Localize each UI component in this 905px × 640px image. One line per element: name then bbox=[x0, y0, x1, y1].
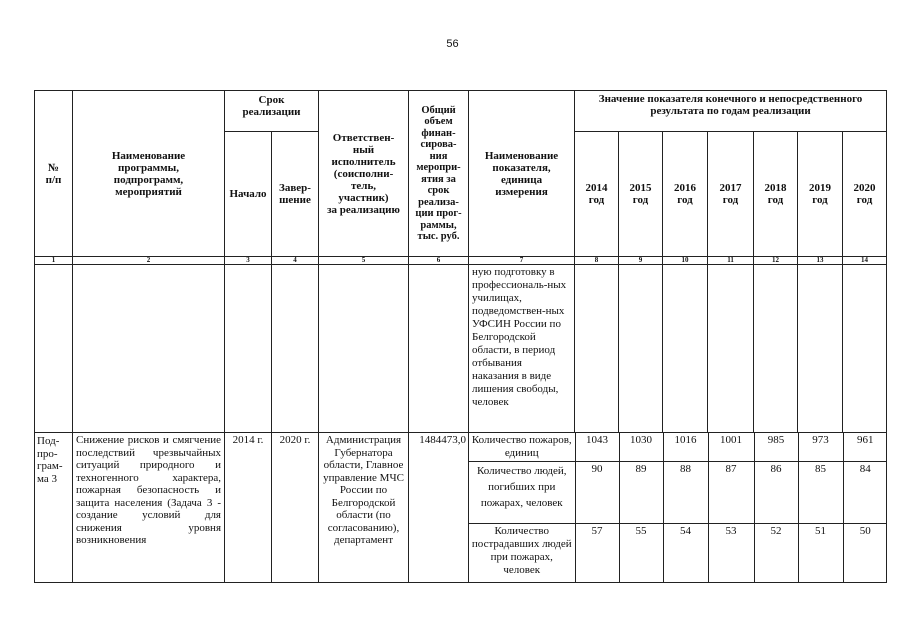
header-term: Срок реализации bbox=[225, 91, 319, 132]
header-indicator: Наименование показателя, единица измерения bbox=[469, 91, 575, 257]
empty-cell bbox=[272, 265, 319, 433]
empty-cell bbox=[754, 265, 798, 433]
indicator-value: 1001 bbox=[708, 433, 754, 462]
col-number: 8 bbox=[575, 257, 619, 265]
empty-cell bbox=[619, 265, 663, 433]
col-number: 1 bbox=[35, 257, 73, 265]
indicators-block bbox=[469, 433, 887, 583]
indicator-value: 57 bbox=[575, 524, 619, 582]
empty-cell bbox=[409, 265, 469, 433]
header-values-group: Значение показателя конечного и непосредственного результата по годам реализации bbox=[575, 91, 887, 132]
col-number: 11 bbox=[708, 257, 754, 265]
indicator-row bbox=[469, 524, 887, 582]
indicator-name: Количество людей, погибших при пожарах, человек bbox=[469, 462, 575, 524]
indicator-value: 55 bbox=[619, 524, 663, 582]
indicator-value: 90 bbox=[575, 462, 619, 524]
empty-cell bbox=[73, 265, 225, 433]
col-number: 6 bbox=[409, 257, 469, 265]
header-year-2016: 2016 год bbox=[663, 132, 708, 257]
indicator-value: 961 bbox=[843, 433, 887, 462]
col-number: 4 bbox=[272, 257, 319, 265]
subprogram-name: Снижение рисков и смягчение последствий чрезвычайных ситуаций природного и техногенного характера, пожарная безопасность и защита населения (Задача 3 - создание условий для снижения уровня возникновения bbox=[73, 433, 225, 583]
col-number: 7 bbox=[469, 257, 575, 265]
empty-cell bbox=[35, 265, 73, 433]
header-year-2020: 2020 год bbox=[843, 132, 887, 257]
col-number: 2 bbox=[73, 257, 225, 265]
column-number-row bbox=[35, 257, 887, 265]
indicator-value: 1030 bbox=[619, 433, 663, 462]
header-year-2017: 2017 год bbox=[708, 132, 754, 257]
page-number: 56 bbox=[446, 38, 459, 50]
header-year-2014: 2014 год bbox=[575, 132, 619, 257]
header-program-name: Наименование программы, подпрограмм, мероприятий bbox=[73, 91, 225, 257]
header-end: Завер- шение bbox=[272, 132, 319, 257]
header-start: Начало bbox=[225, 132, 272, 257]
empty-cell bbox=[708, 265, 754, 433]
col-number: 9 bbox=[619, 257, 663, 265]
indicator-value: 86 bbox=[754, 462, 798, 524]
col-number: 13 bbox=[798, 257, 843, 265]
subprogram-number: Под- про- грам- ма 3 bbox=[35, 433, 73, 583]
header-year-2015: 2015 год bbox=[619, 132, 663, 257]
subprogram-responsible: Администрация Губернатора области, Главное управление МЧС России по Белгородской области (по согласованию), департамент bbox=[319, 433, 409, 583]
indicator-value: 52 bbox=[754, 524, 798, 582]
col-number: 12 bbox=[754, 257, 798, 265]
header-budget: Общий объем финан- сирова- ния меропри- ятия за срок реализа- ции прог- раммы, тыс. руб. bbox=[409, 91, 469, 257]
program-table bbox=[34, 90, 887, 583]
header-row-1 bbox=[35, 91, 887, 132]
indicator-value: 1016 bbox=[663, 433, 708, 462]
indicator-value: 53 bbox=[708, 524, 754, 582]
empty-cell bbox=[575, 265, 619, 433]
indicator-value: 88 bbox=[663, 462, 708, 524]
indicator-value: 985 bbox=[754, 433, 798, 462]
indicator-name: Количество пожаров, единиц bbox=[469, 433, 575, 462]
indicator-value: 84 bbox=[843, 462, 887, 524]
subprogram-start: 2014 г. bbox=[225, 433, 272, 583]
col-number: 10 bbox=[663, 257, 708, 265]
indicator-name: Количество пострадавших людей при пожарах, человек bbox=[469, 524, 575, 582]
col-number: 14 bbox=[843, 257, 887, 265]
continued-indicator-text: ную подготовку в профессиональ-ных училищах, подведомствен-ных УФСИН России по Белгородской области, в период отбывания наказания в виде лишения свободы, человек bbox=[469, 265, 575, 433]
indicator-value: 1043 bbox=[575, 433, 619, 462]
indicator-value: 85 bbox=[798, 462, 843, 524]
indicator-value: 51 bbox=[798, 524, 843, 582]
continued-row bbox=[35, 265, 887, 433]
empty-cell bbox=[663, 265, 708, 433]
indicator-value: 54 bbox=[663, 524, 708, 582]
header-num: № п/п bbox=[35, 91, 73, 257]
indicators-table bbox=[469, 433, 887, 582]
subprogram-budget: 1484473,0 bbox=[409, 433, 469, 583]
header-year-2018: 2018 год bbox=[754, 132, 798, 257]
header-responsible: Ответствен- ный исполнитель (соисполни- тель, участник) за реализацию bbox=[319, 91, 409, 257]
empty-cell bbox=[798, 265, 843, 433]
empty-cell bbox=[319, 265, 409, 433]
indicator-row bbox=[469, 462, 887, 524]
indicator-value: 973 bbox=[798, 433, 843, 462]
empty-cell bbox=[843, 265, 887, 433]
indicator-value: 87 bbox=[708, 462, 754, 524]
indicator-value: 50 bbox=[859, 525, 871, 537]
empty-cell bbox=[225, 265, 272, 433]
indicator-row bbox=[469, 433, 887, 462]
subprogram-row bbox=[35, 433, 887, 583]
col-number: 5 bbox=[319, 257, 409, 265]
indicator-value: 89 bbox=[619, 462, 663, 524]
subprogram-end: 2020 г. bbox=[272, 433, 319, 583]
header-year-2019: 2019 год bbox=[798, 132, 843, 257]
col-number: 3 bbox=[225, 257, 272, 265]
